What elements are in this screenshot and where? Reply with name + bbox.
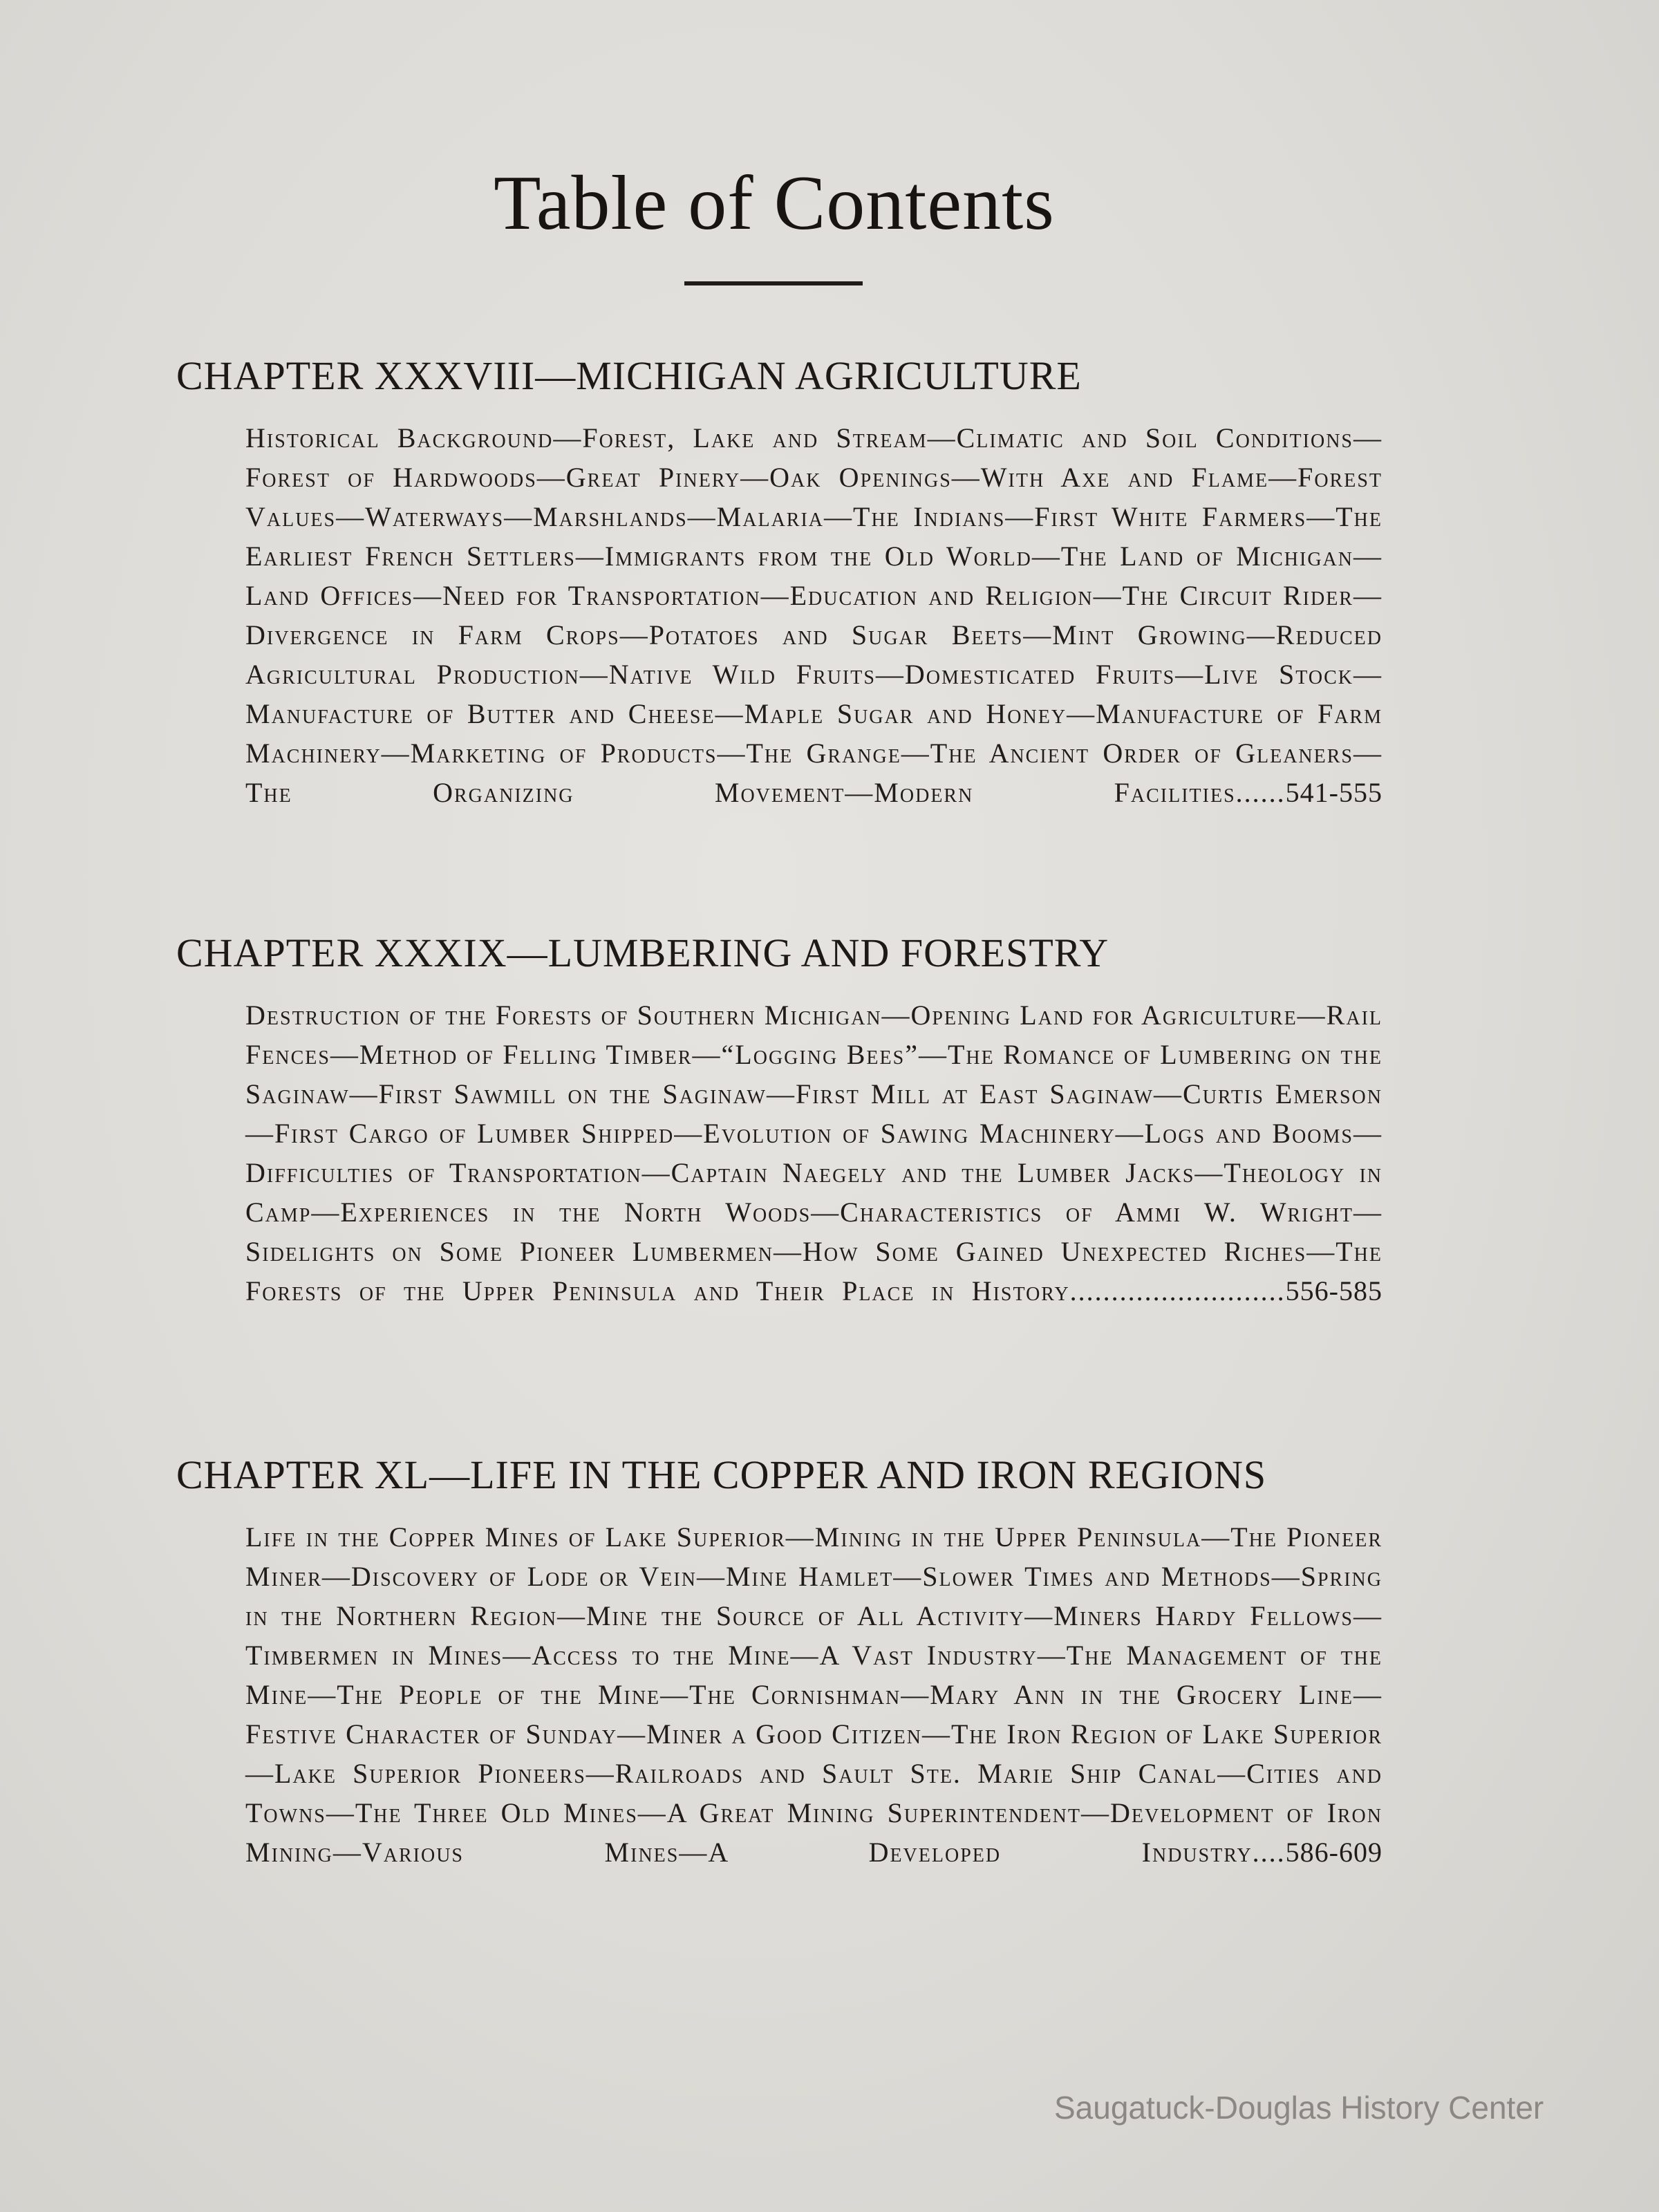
dot-leader: ......	[1235, 777, 1286, 808]
topics-text: Life in the Copper Mines of Lake Superior—Mining in the Upper Peninsula—The Pioneer Miner—Discovery of Lode or Vein—Mine Hamlet—Slower Times and Methods—Spring in the Northern Region—Mine the Source of All Activity—Miners Hardy Fellows—Timbermen in Mines—Access to the Mine—A Vast Industry—The Management of the Mine—The People of the Mine—The Cornishman—Mary Ann in the Grocery Line—Festive Character of Sunday—Miner a Good Citizen—The Iron Region of Lake Superior—Lake Superior Pioneers—Railroads and Sault Ste. Marie Ship Canal—Cities and Towns—The Three Old Mines—A Great Mining Superintendent—Development of Iron Mining—Various Mines—A Developed Industry	[245, 1521, 1382, 1868]
chapter-entry	[176, 1452, 1414, 1872]
chapter-heading: CHAPTER XXXVIII—MICHIGAN AGRICULTURE	[176, 353, 1082, 398]
chapter-topics	[245, 418, 1382, 812]
chapter-topics	[245, 1517, 1382, 1872]
dot-leader: ....	[1252, 1837, 1286, 1868]
title-underline	[684, 281, 863, 285]
chapter-topics	[245, 995, 1382, 1311]
chapter-entry	[176, 930, 1414, 1311]
chapter-heading: CHAPTER XXXIX—LUMBERING AND FORESTRY	[176, 930, 1109, 975]
dot-leader: ..........................	[1069, 1275, 1286, 1306]
page-range: 586-609	[1285, 1837, 1382, 1868]
chapter-entry	[176, 353, 1414, 812]
topics-text: Historical Background—Forest, Lake and Stream—Climatic and Soil Conditions—Forest of Hardwoods—Great Pinery—Oak Openings—With Axe and Flame—Forest Values—Waterways—Marshlands—Malaria—The Indians—First White Farmers—The Earliest French Settlers—Immigrants from the Old World—The Land of Michigan—Land Offices—Need for Transportation—Education and Religion—The Circuit Rider—Divergence in Farm Crops—Potatoes and Sugar Beets—Mint Growing—Reduced Agricultural Production—Native Wild Fruits—Domesticated Fruits—Live Stock—Manufacture of Butter and Cheese—Maple Sugar and Honey—Manufacture of Farm Machinery—Marketing of Products—The Grange—The Ancient Order of Gleaners—The Organizing Movement—Modern Facilities	[245, 422, 1382, 808]
page-range: 541-555	[1285, 777, 1382, 808]
topics-text: Destruction of the Forests of Southern Michigan—Opening Land for Agriculture—Rail Fences—Method of Felling Timber—“Logging Bees”—The Romance of Lumbering on the Saginaw—First Sawmill on the Saginaw—First Mill at East Saginaw—Curtis Emerson—First Cargo of Lumber Shipped—Evolution of Sawing Machinery—Logs and Booms—Difficulties of Transportation—Captain Naegely and the Lumber Jacks—Theology in Camp—Experiences in the North Woods—Characteristics of Ammi W. Wright—Sidelights on Some Pioneer Lumbermen—How Some Gained Unexpected Riches—The Forests of the Upper Peninsula and Their Place in History	[245, 1000, 1382, 1306]
page-range: 556-585	[1285, 1275, 1382, 1306]
chapter-heading: CHAPTER XL—LIFE IN THE COPPER AND IRON REGIONS	[176, 1452, 1267, 1497]
page-title: Table of Contents	[494, 160, 1055, 246]
watermark: Saugatuck-Douglas History Center	[1054, 2090, 1544, 2126]
